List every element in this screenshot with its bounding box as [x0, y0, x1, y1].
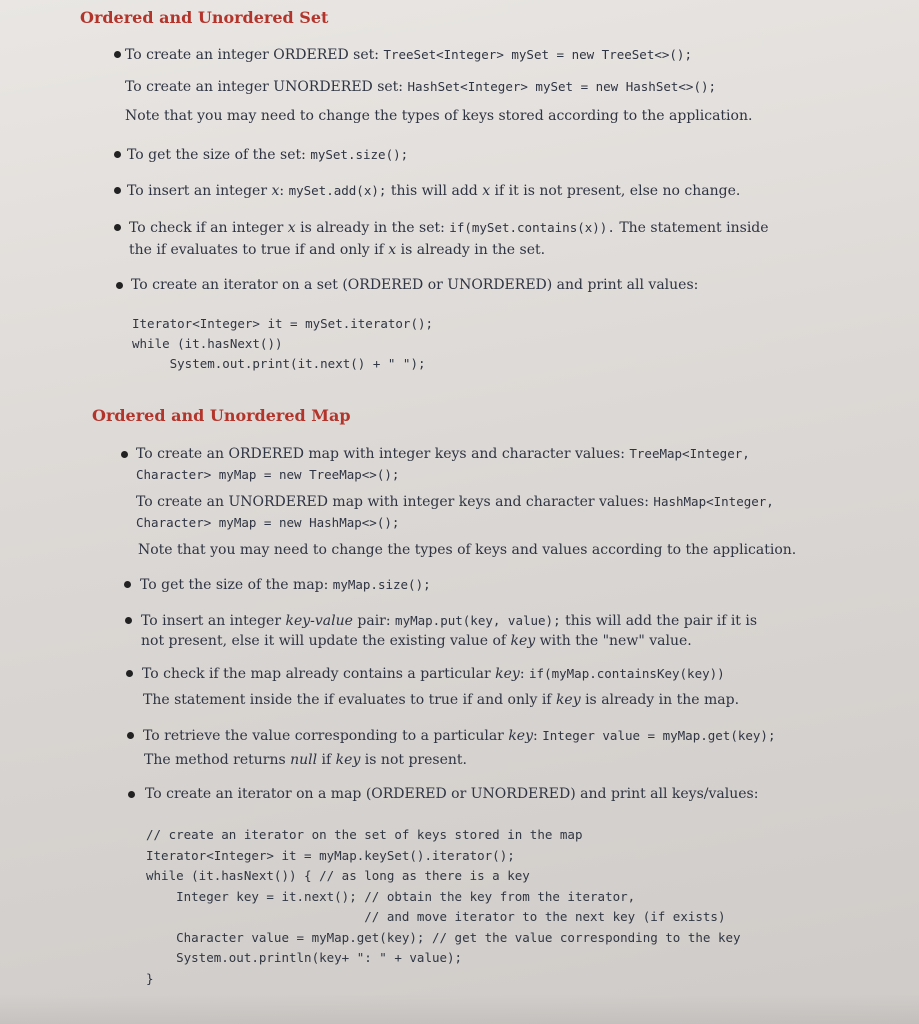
- code-inline: Character> myMap = new TreeMap<>();: [136, 467, 400, 482]
- code-inline: mySet.add(x);: [288, 183, 387, 198]
- text: To get the size of the map:: [140, 577, 333, 593]
- bullet-dot: [121, 451, 128, 458]
- text: To insert an integer: [141, 613, 286, 629]
- text: is already in the map.: [580, 692, 740, 708]
- text: The statement inside: [614, 220, 769, 236]
- italic-term: key-value: [285, 613, 353, 629]
- text: with the "new" value.: [535, 633, 692, 649]
- page-shadow: [0, 994, 919, 1024]
- map-note: Note that you may need to change the types of keys and values according to the application.: [138, 542, 797, 558]
- set-create-unordered-line: [125, 74, 716, 100]
- map-insert-line2: [141, 629, 692, 654]
- text: :: [533, 728, 543, 744]
- text: To create an ORDERED map with integer keys and character values:: [136, 446, 630, 462]
- map-check-line: [142, 661, 725, 687]
- text: To create an integer UNORDERED set:: [125, 79, 408, 95]
- italic-term: key: [508, 728, 534, 744]
- map-size-line: [140, 572, 431, 598]
- text: this will add the pair if it is: [560, 613, 758, 629]
- code-inline: myMap.size();: [332, 577, 431, 592]
- set-size-line: [127, 142, 408, 168]
- set-insert-line: [127, 178, 740, 204]
- text: The method returns: [144, 752, 291, 768]
- code-inline: if(myMap.containsKey(key)): [529, 666, 725, 681]
- set-section-title: Ordered and Unordered Set: [80, 8, 329, 27]
- italic-term: key: [495, 666, 520, 682]
- text: :: [279, 183, 289, 199]
- code-inline: mySet.size();: [310, 147, 409, 162]
- text: The statement inside the if evaluates to true if and only if: [143, 692, 556, 708]
- text: if: [317, 752, 336, 768]
- bullet-dot: [126, 670, 133, 677]
- map-iterator-text: To create an iterator on a map (ORDERED or UNORDERED) and print all keys/values:: [145, 786, 759, 802]
- map-create-ordered-line2: [136, 462, 399, 488]
- code-inline: Character> myMap = new HashMap<>();: [136, 515, 400, 530]
- bullet-dot: [114, 224, 121, 231]
- map-section-title: Ordered and Unordered Map: [92, 406, 351, 425]
- set-iterator-code-block: Iterator<Integer> it = mySet.iterator(); while (it.hasNext()) System.out.print(it.next() + " ");: [132, 316, 434, 371]
- var: x: [482, 183, 491, 199]
- var: x: [388, 242, 397, 258]
- map-retrieve-line: [143, 723, 775, 749]
- text: To get the size of the set:: [127, 147, 311, 163]
- italic-term: key: [335, 752, 361, 768]
- map-retrieve-line2: [144, 748, 467, 773]
- text: To create an UNORDERED map with integer keys and character values:: [136, 494, 654, 510]
- text: To retrieve the value corresponding to a particular: [143, 728, 509, 744]
- text: To create an integer ORDERED set:: [125, 47, 384, 63]
- map-check-line2: [143, 688, 739, 713]
- bullet-dot: [114, 187, 121, 194]
- code-inline: if(mySet.contains(x)).: [449, 220, 615, 235]
- text: is already in the set.: [396, 242, 546, 258]
- var: x: [287, 220, 296, 236]
- code-inline: HashMap<Integer,: [653, 494, 774, 509]
- text: not present, else it will update the existing value of: [141, 633, 511, 649]
- code-inline: TreeSet<Integer> mySet = new TreeSet<>();: [383, 47, 692, 62]
- text: this will add: [386, 183, 483, 199]
- code-inline: TreeMap<Integer,: [629, 446, 750, 461]
- text: To check if an integer: [129, 220, 288, 236]
- text: is already in the set:: [295, 220, 450, 236]
- bullet-dot: [125, 617, 132, 624]
- text: if it is not present, else no change.: [490, 183, 741, 199]
- bullet-dot: [128, 791, 135, 798]
- text: To insert an integer: [127, 183, 272, 199]
- text: the if evaluates to true if and only if: [129, 242, 389, 258]
- text: To check if the map already contains a particular: [142, 666, 496, 682]
- set-note: Note that you may need to change the types of keys stored according to the application.: [125, 108, 753, 124]
- text: is not present.: [360, 752, 467, 768]
- italic-term: key: [555, 692, 581, 708]
- set-iterator-text: To create an iterator on a set (ORDERED or UNORDERED) and print all values:: [131, 277, 699, 293]
- set-check-line2: [129, 238, 545, 263]
- var: x: [271, 183, 280, 199]
- bullet-dot: [124, 581, 131, 588]
- set-create-ordered-line: [125, 42, 692, 68]
- code-inline: myMap.put(key, value);: [395, 613, 561, 628]
- code-inline: Integer value = myMap.get(key);: [542, 728, 776, 743]
- code-inline: HashSet<Integer> mySet = new HashSet<>();: [407, 79, 717, 94]
- text: pair:: [352, 613, 396, 629]
- bullet-dot: [114, 51, 121, 58]
- bullet-dot: [114, 151, 121, 158]
- map-iterator-code-block: // create an iterator on the set of keys stored in the map Iterator<Integer> it = myMap.keySet().iterator(); while (it.hasNext()) { // as long as there is a key Integer key = it.next(); // obtain the key from the iterator, // and move iterator to the next key (if exists) Character value = myMap.get(key); // get the value corresponding to the key System.out.println(key+ ": " + value); }: [146, 827, 741, 986]
- text: :: [519, 666, 530, 682]
- map-create-unordered-line2: [136, 510, 399, 536]
- bullet-dot: [127, 732, 134, 739]
- bullet-dot: [116, 282, 123, 289]
- italic-term: null: [290, 752, 318, 768]
- italic-term: key: [510, 633, 536, 649]
